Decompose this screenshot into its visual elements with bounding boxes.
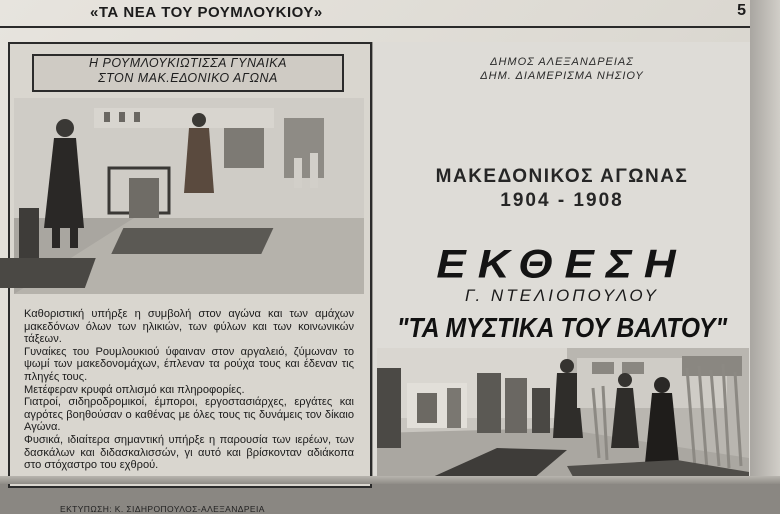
headline-line-2: ΣΤΟΝ ΜΑΚ.ΕΔΟΝΙΚΟ ΑΓΩΝΑ	[98, 71, 278, 85]
article-paragraph: Γιατροί, σιδηροδρομικοί, έμποροι, εργοστασιάρχες, εργάτες και αγρότες βοηθούσαν ο καθένας με όλες τους τις δυνάμεις τον δίκαιο Αγώνα.	[24, 396, 354, 434]
article-paragraph: Γυναίκες του Ρουμλουκιού ύφαιναν στον αργαλειό, ζύμωναν το ψωμί των μακεδονομάχων, έπλεναν τα ρούχα τους και έδεναν τις πληγές τους.	[24, 345, 354, 383]
exhibit-subtitle: "ΤΑ ΜΥΣΤΙΚΑ ΤΟΥ ΒΑΛΤΟΥ"	[396, 312, 728, 343]
page-number: 5	[737, 2, 746, 19]
struggle-title: ΜΑΚΕΔΟΝΙΚΟΣ ΑΓΩΝΑΣ	[435, 166, 689, 187]
page-shadow-bottom	[0, 476, 780, 484]
header-rule	[0, 26, 750, 28]
article-paragraph: Καθοριστική υπήρξε η συμβολή στον αγώνα και των αμάχων μακεδόνων όλων των ηλικιών, των φύλων και των κοινωνικών τάξεων.	[24, 308, 354, 346]
article-paragraph: Μετέφεραν κρυφά οπλισμό και πληροφορίες.	[24, 383, 245, 396]
struggle-years: 1904 - 1908	[500, 190, 624, 211]
exhibit-title: ΕΚΘΕΣΗ	[436, 242, 688, 287]
article-box	[8, 42, 372, 514]
article-paragraph: Φυσικά, ιδιαίτερα σημαντική υπήρξε η παρουσία των ιερέων, των δασκάλων και διδασκαλισσών, γι αυτό και βρίσκονταν αδιάκοπα στο στόχαστρο του εχθρού.	[24, 433, 354, 472]
page-shadow-right	[750, 0, 780, 484]
municipality-heading	[373, 55, 751, 83]
exhibition-poster	[372, 42, 751, 484]
printing-credit: ΕΚΤΥΠΩΣΗ: Κ. ΣΙΔΗΡΟΠΟΥΛΟΣ-ΑΛΕΞΑΝΔΡΕΙΑ	[60, 504, 265, 514]
museum-photo-exhibit	[377, 348, 749, 484]
exhibit-author: Γ. ΝΤΕΛΙΟΠΟΥΛΟΥ	[464, 286, 660, 305]
newspaper-title: «ΤΑ ΝΕΑ ΤΟΥ ΡΟΥΜΛΟΥΚΙΟΥ»	[90, 4, 323, 21]
museum-photo-exhibit-image	[377, 348, 749, 484]
article-headline	[32, 54, 344, 92]
municipality-line-2: ΔΗΜ. ΔΙΑΜΕΡΙΣΜΑ ΝΗΣΙΟΥ	[480, 70, 644, 82]
municipality-line-1: ΔΗΜΟΣ ΑΛΕΞΑΝΔΡΕΙΑΣ	[490, 56, 634, 68]
headline-line-1: Η ΡΟΥΜΛΟΥΚΙΩΤΙΣΣΑ ΓΥΝΑΙΚΑ	[89, 56, 287, 70]
article-body	[24, 308, 354, 472]
museum-photo-weaving-image	[14, 98, 364, 294]
museum-photo-weaving	[14, 98, 364, 294]
